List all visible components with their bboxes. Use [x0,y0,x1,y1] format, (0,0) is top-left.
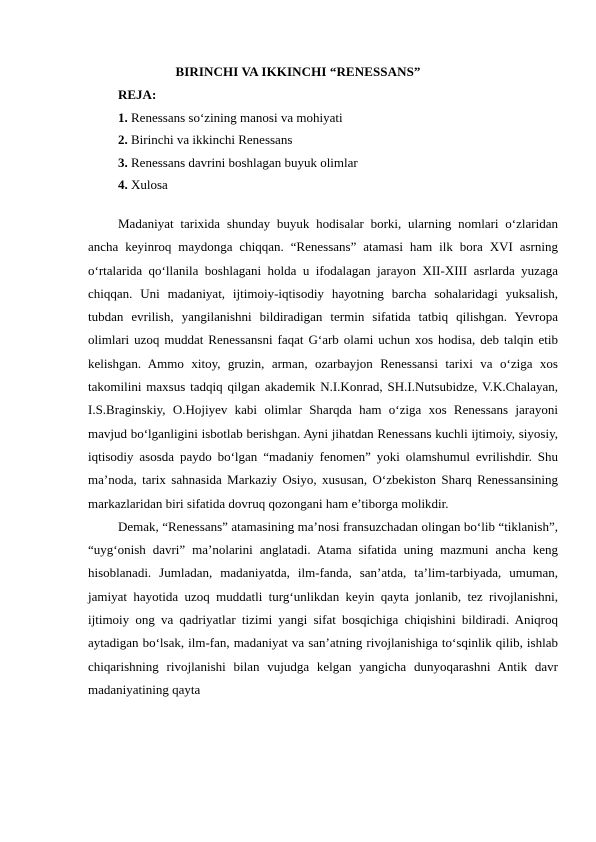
plan-item: 4. Xulosa [118,177,168,192]
paragraph: Madaniyat tarixida shunday buyuk hodisalar borki, ularning nomlari o‘zlaridan ancha keyinroq maydonga chiqqan. “Renessans” atamasi ham ilk bora XVI asrning o‘rtalarida qo‘llanila boshlagani holda u ifodalagan jarayon XII-XIII asrlarda yuzaga chiqqan. Uni madaniyat, ijtimoiy-iqtisodiy hayotning barcha sohalaridagi yuksalish, tubdan evrilish, yangilanishni bildiradigan termin sifatida tatbiq qilishgan. Yevropa olimlari uzoq muddat Renessansni faqat G‘arb olami uchun xos hodisa, deb talqin etib kelishgan. Ammo xitoy, gruzin, arman, ozarbayjon Renessansi tarixi va o‘ziga xos takomilini maxsus tadqiq qilgan akademik N.I.Konrad, SH.I.Nutsubidze, V.K.Chalayan, I.S.Braginskiy, O.Hojiyev kabi olimlar Sharqda ham o‘ziga xos Renessans jarayoni mavjud bo‘lganligini isbotlab berishgan. Ayni jihatdan Renessans kuchli ijtimoiy, siyosiy, iqtisodiy asosda paydo bo‘lgan “madaniy fenomen” yoki olamshumul evrilishdir. Shu ma’noda, tarix sahnasida Markaziy Osiyo, xususan, O‘zbekiston Sharq Renessansining markazlaridan biri sifatida dovruq qozongani ham e’tiborga molikdir. [88,216,558,511]
plan-item: 3. Renessans davrini boshlagan buyuk olimlar [118,154,358,170]
plan-section [118,84,358,197]
document-title: BIRINCHI VA IKKINCHI “RENESSANS” [175,64,421,79]
paragraph: Demak, “Renessans” atamasining ma’nosi fransuzchadan olingan bo‘lib “tiklanish”, “uyg‘onish davri” ma’nolarini anglatadi. Atama sifatida uning mazmuni ancha keng hisoblanadi. Jumladan, madaniyatda, ilm-fanda, san’atda, ta’lim-tarbiyada, umuman, jamiyat hayotida uzoq muddatli turg‘unlikdan keyin qayta jonlanib, tez rivojlanishni, ijtimoiy ong va qadriyatlar tizimi yangi sifat bosqichiga chiqishini bildiradi. Aniqroq aytadigan bo‘lsak, ilm-fan, madaniyat va san’atning rivojlanishiga to‘sqinlik qilib, ishlab chiqarishning rivojlanishi bilan vujudga kelgan yangicha dunyoqarashni Antik davr madaniyatining qayta [88,518,558,697]
plan-item: 1. Renessans so‘zining manosi va mohiyati [118,109,343,125]
plan-item: 2. Birinchi va ikkinchi Renessans [118,132,293,147]
plan-heading: REJA: [118,87,157,102]
document-body [88,212,558,701]
